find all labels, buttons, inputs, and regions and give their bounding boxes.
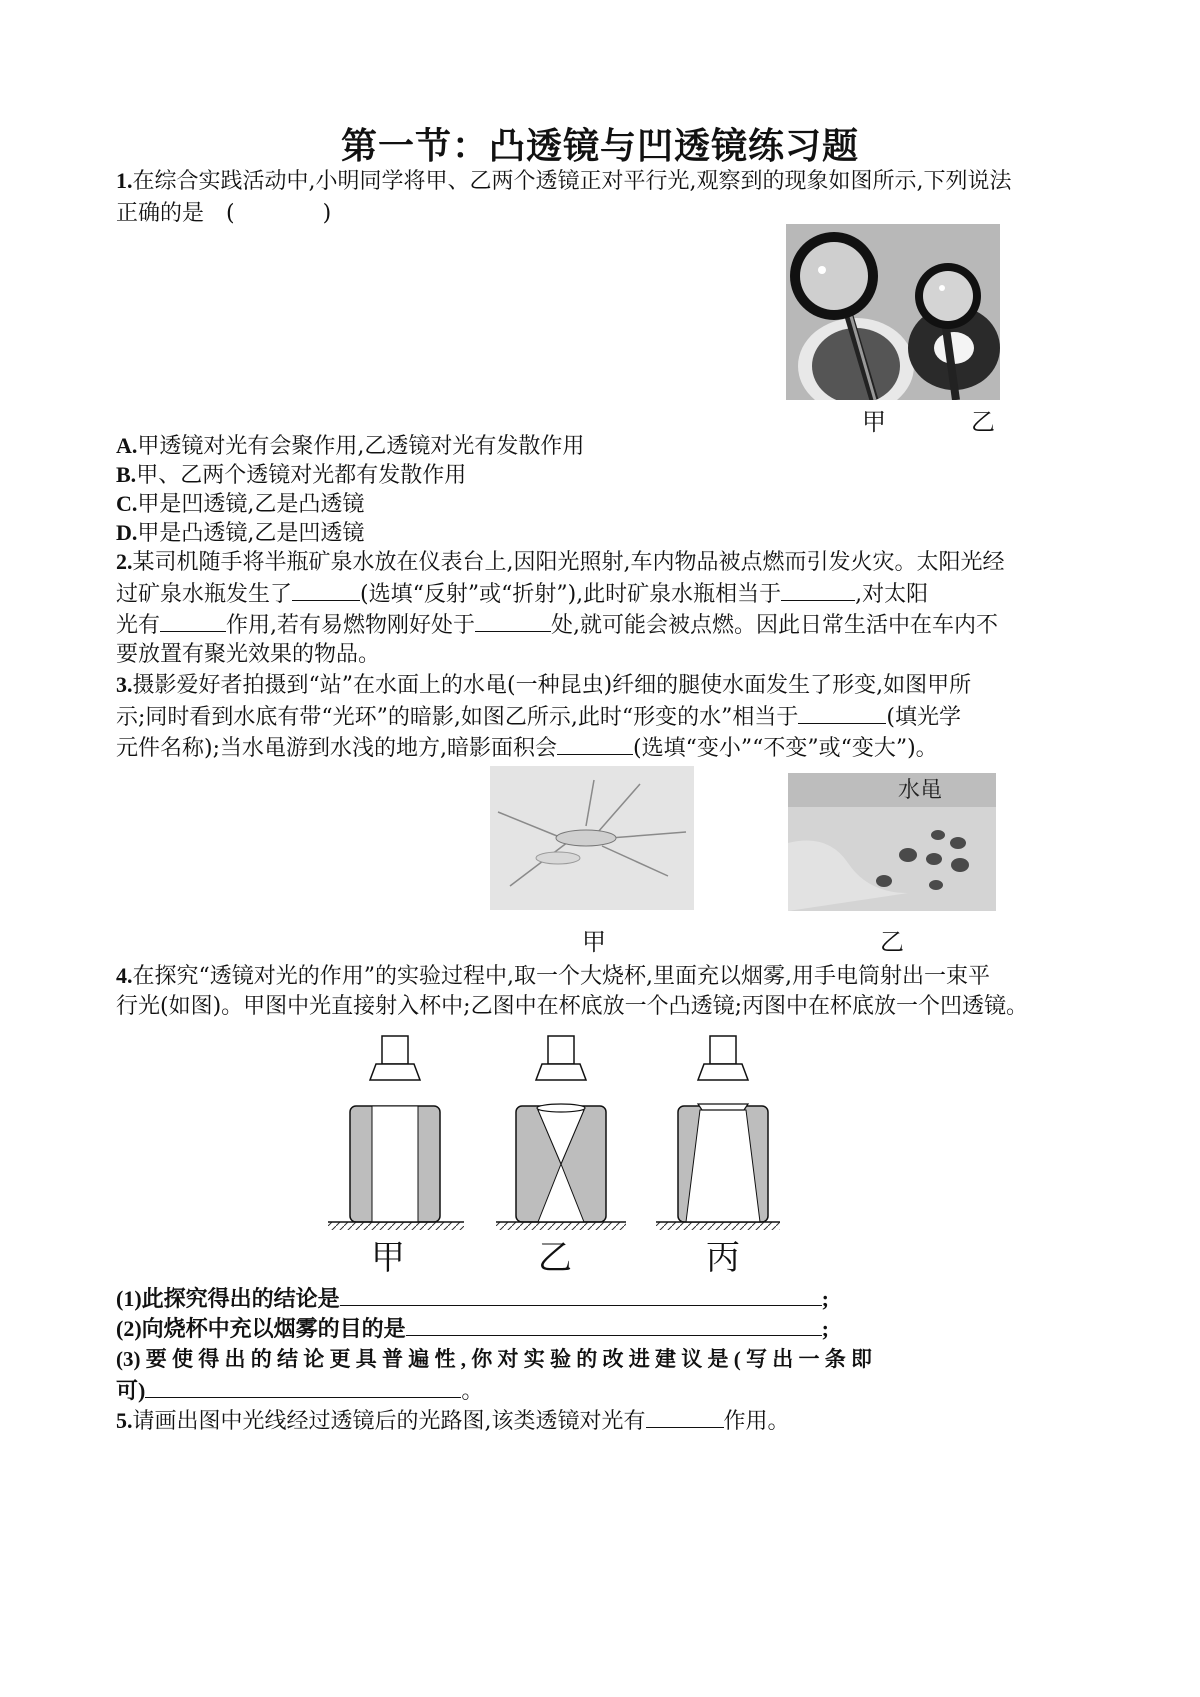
q2-blank-1[interactable] (292, 578, 360, 601)
q3-line3 (116, 732, 938, 764)
q2-stem-line1: 某司机随手将半瓶矿泉水放在仪表台上,因阳光照射,车内物品被点燃而引发火灾。太阳光经 (132, 550, 1005, 575)
q2-number: 2. (116, 549, 133, 574)
q3-line2-b: (填光学 (886, 705, 961, 730)
q3-photo-label: 水黾 (898, 778, 943, 803)
q1-option-a-key: A. (116, 433, 138, 458)
q3-photo-jia (490, 766, 694, 910)
q4-fig-label-jia: 甲 (371, 1238, 405, 1278)
q1-option-a-text: 甲透镜对光有会聚作用,乙透镜对光有发散作用 (137, 434, 585, 459)
q2-line4: 要放置有聚光效果的物品。 (116, 642, 381, 667)
q2-line2-b: (选填“反射”或“折射”),此时矿泉水瓶相当于 (360, 582, 782, 607)
q1-stem-line1: 在综合实践活动中,小明同学将甲、乙两个透镜正对平行光,观察到的现象如图所示,下列说法 (132, 169, 1012, 194)
q4-sub2 (116, 1313, 829, 1345)
q4-sub2-blank[interactable] (406, 1313, 822, 1336)
q3-line2-a: 示;同时看到水底有带“光环”的暗影,如图乙所示,此时“形变的水”相当于 (116, 705, 799, 730)
q3-number: 3. (116, 672, 133, 697)
page-title: 第一节：凸透镜与凹透镜练习题 (340, 125, 859, 167)
q1-option-b (116, 460, 466, 491)
q4-sub3-end: 。 (461, 1379, 484, 1404)
q5-line (116, 1405, 790, 1437)
q1-option-d (116, 518, 364, 549)
q5-blank[interactable] (646, 1405, 724, 1428)
q4-line2: 行光(如图)。甲图中光直接射入杯中;乙图中在杯底放一个凸透镜;丙图中在杯底放一个凹透镜。 (116, 994, 1028, 1019)
q1-line2: 正确的是 ( ) (116, 201, 332, 226)
q1-option-b-text: 甲、乙两个透镜对光都有发散作用 (136, 463, 467, 488)
q3-fig-label-jia: 甲 (582, 928, 606, 956)
q1-option-b-key: B. (116, 462, 137, 487)
q2-line3 (116, 609, 998, 641)
q1-option-c (116, 489, 364, 520)
q4-sub3-line1 (116, 1344, 872, 1375)
q2-blank-2[interactable] (781, 578, 855, 601)
q3-line1 (116, 670, 971, 701)
q1-lenses-photo (786, 224, 1000, 400)
q1-option-c-text: 甲是凹透镜,乙是凸透镜 (137, 492, 365, 517)
q4-setup-bing (656, 1036, 780, 1230)
q1-option-a (116, 431, 584, 462)
q4-sub1-text: (1)此探究得出的结论是 (116, 1286, 340, 1311)
q1-fig-label-yi: 乙 (971, 408, 995, 436)
q1-fig-label-jia: 甲 (862, 408, 886, 436)
q2-line1 (116, 547, 1005, 578)
q1-line1 (116, 166, 1011, 197)
q3-blank-1[interactable] (798, 701, 886, 724)
q1-number: 1. (116, 168, 133, 193)
q2-blank-4[interactable] (475, 609, 551, 632)
q2-line2-a: 过矿泉水瓶发生了 (116, 582, 293, 607)
q5-text-b: 作用。 (723, 1409, 790, 1434)
q4-sub1-blank[interactable] (340, 1283, 822, 1306)
q4-setup-jia (328, 1036, 464, 1230)
q3-line3-b: (选填“变小”“不变”或“变大”)。 (633, 736, 938, 761)
q2-line2 (116, 578, 928, 610)
q4-line1 (116, 961, 990, 992)
q4-sub3-line2 (116, 1375, 483, 1407)
q4-sub3-blank[interactable] (145, 1375, 461, 1398)
q2-line3-c: 处,就可能会被点燃。因此日常生活中在车内不 (551, 613, 999, 638)
q3-line2 (116, 701, 961, 733)
q4-fig-label-bing: 丙 (706, 1238, 740, 1278)
q4-setup-yi (496, 1036, 626, 1230)
q4-sub1-end: ; (821, 1286, 829, 1311)
q2-blank-3[interactable] (160, 609, 226, 632)
q3-stem-line1: 摄影爱好者拍摄到“站”在水面上的水黾(一种昆虫)纤细的腿使水面发生了形变,如图甲所 (132, 673, 972, 698)
q4-sub2-end: ; (821, 1316, 829, 1341)
q4-sub3-line2-text: 可) (116, 1378, 146, 1403)
q1-option-d-text: 甲是凸透镜,乙是凹透镜 (137, 521, 365, 546)
q1-option-c-key: C. (116, 491, 138, 516)
q2-line2-c: ,对太阳 (855, 582, 929, 607)
q4-sub3-text: (3) 要 使 得 出 的 结 论 更 具 普 遍 性 , 你 对 实 验 的 改 进 建 议 是 ( 写 出 一 条 即 (116, 1347, 872, 1371)
q4-number: 4. (116, 963, 133, 988)
q4-stem-line1: 在探究“透镜对光的作用”的实验过程中,取一个大烧杯,里面充以烟雾,用手电筒射出一束平 (132, 964, 990, 989)
q3-line3-a: 元件名称);当水黾游到水浅的地方,暗影面积会 (116, 736, 557, 761)
q4-sub2-text: (2)向烧杯中充以烟雾的目的是 (116, 1316, 406, 1341)
q2-line3-b: 作用,若有易燃物刚好处于 (226, 613, 476, 638)
q3-photo-yi (788, 773, 996, 911)
q2-line3-a: 光有 (116, 613, 161, 638)
q4-fig-label-yi: 乙 (538, 1238, 572, 1278)
q3-fig-label-yi: 乙 (880, 928, 904, 956)
q4-sub1 (116, 1283, 829, 1315)
q3-blank-2[interactable] (557, 732, 633, 755)
q1-option-d-key: D. (116, 520, 138, 545)
q5-text-a: 请画出图中光线经过透镜后的光路图,该类透镜对光有 (132, 1409, 646, 1434)
q5-number: 5. (116, 1408, 133, 1433)
